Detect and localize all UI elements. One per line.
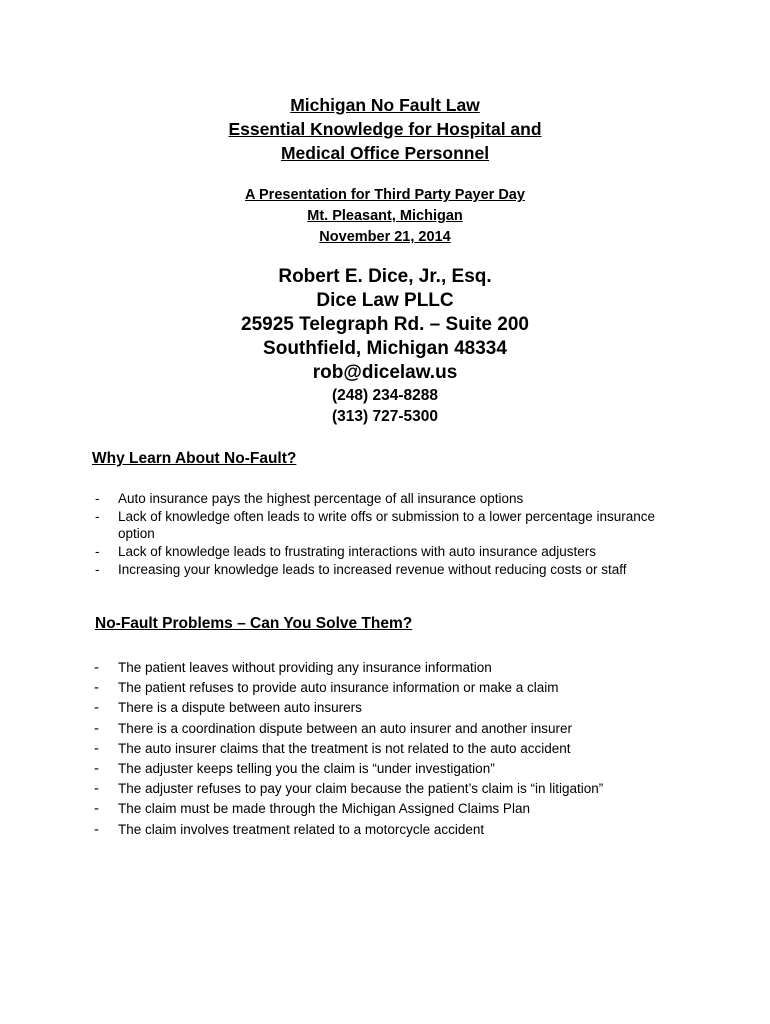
list-item	[92, 543, 682, 561]
bullet-text: The patient leaves without providing any insurance information	[118, 660, 492, 675]
bullet-dash: -	[94, 820, 99, 838]
bullet-text: The adjuster keeps telling you the claim is “under investigation”	[118, 761, 495, 777]
problems-bullet-list	[92, 658, 692, 840]
bullet-text: Lack of knowledge leads to frustrating interactions with auto insurance adjusters	[118, 544, 597, 560]
title-line-3: Medical Office Personnel	[280, 143, 490, 163]
bullet-text: Auto insurance pays the highest percentage of all insurance options	[118, 491, 524, 506]
bullet-dash: -	[94, 739, 99, 757]
presentation-location: Mt. Pleasant, Michigan	[307, 208, 463, 224]
bullet-dash: -	[95, 561, 100, 577]
title-line-1: Michigan No Fault Law	[290, 95, 480, 115]
bullet-text: The claim must be made through the Michigan Assigned Claims Plan	[118, 801, 530, 817]
bullet-text: The claim involves treatment related to a motorcycle accident	[118, 821, 485, 837]
list-item	[92, 658, 692, 678]
author-firm: Dice Law PLLC	[316, 290, 454, 311]
bullet-text: There is a dispute between auto insurers	[118, 700, 362, 716]
bullet-dash: -	[95, 544, 100, 560]
list-item	[92, 779, 692, 799]
bullet-text: The adjuster refuses to pay your claim because the patient’s claim is “in litigation”	[118, 781, 604, 797]
bullet-dash: -	[94, 760, 99, 778]
author-name: Robert E. Dice, Jr., Esq.	[278, 266, 492, 287]
why-bullet-list	[92, 490, 682, 579]
presentation-info	[0, 185, 770, 248]
why-section-heading: Why Learn About No-Fault?	[92, 450, 297, 467]
bullet-text: Lack of knowledge often leads to write offs or submission to a lower percentage insurance option	[118, 508, 656, 542]
list-item	[92, 698, 692, 718]
presentation-event: A Presentation for Third Party Payer Day	[245, 187, 525, 203]
list-item	[92, 490, 682, 508]
bullet-text: There is a coordination dispute between an auto insurer and another insurer	[118, 720, 573, 736]
bullet-text: The patient refuses to provide auto insurance information or make a claim	[118, 680, 559, 696]
list-item	[92, 719, 692, 739]
author-address-city: Southfield, Michigan 48334	[263, 338, 507, 359]
problems-section-heading: No-Fault Problems – Can You Solve Them?	[95, 615, 413, 632]
bullet-dash: -	[94, 679, 99, 697]
list-item	[92, 678, 692, 698]
author-block	[0, 265, 770, 427]
list-item	[92, 759, 692, 779]
list-item	[92, 820, 692, 840]
bullet-text: The auto insurer claims that the treatment is not related to the auto accident	[118, 740, 571, 756]
list-item	[92, 739, 692, 759]
bullet-dash: -	[94, 719, 99, 737]
author-email: rob@dicelaw.us	[312, 362, 458, 383]
bullet-text: Increasing your knowledge leads to increased revenue without reducing costs or staff	[118, 561, 627, 577]
list-item	[92, 508, 682, 543]
author-phone-1: (248) 234-8288	[332, 387, 438, 404]
bullet-dash: -	[94, 800, 99, 818]
author-phone-2: (313) 727-5300	[332, 408, 438, 425]
title-line-2: Essential Knowledge for Hospital and	[228, 119, 542, 139]
bullet-dash: -	[94, 699, 99, 717]
presentation-date: November 21, 2014	[319, 229, 451, 245]
bullet-dash: -	[94, 659, 99, 676]
document-title	[0, 93, 770, 165]
bullet-dash: -	[95, 508, 100, 524]
list-item	[92, 561, 682, 579]
bullet-dash: -	[95, 491, 100, 506]
list-item	[92, 799, 692, 819]
author-address-street: 25925 Telegraph Rd. – Suite 200	[241, 314, 529, 335]
bullet-dash: -	[94, 780, 99, 798]
